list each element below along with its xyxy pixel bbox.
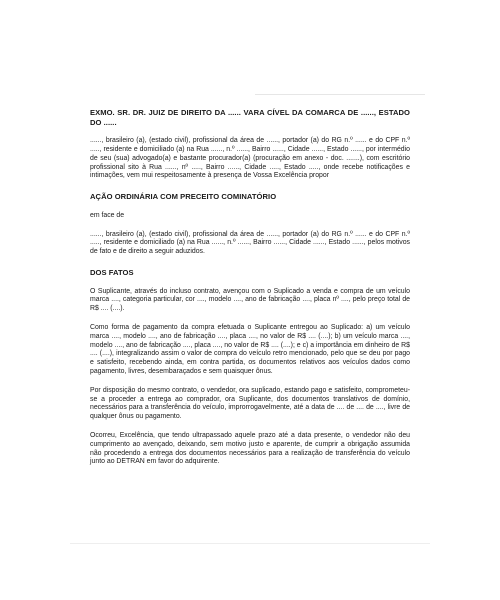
defendant-qualification: ......, brasileiro (a), (estado civil), profissional da área de ......, portador (a) do RG n.º ...... e do CPF n.º ....., residente e domiciliado (a) na Rua ......, n.º ......, Bairro ......, Cidade ......, Estado ......, pelos motivos de fato e de direito a seguir aduzidos. (90, 230, 410, 256)
facts-heading: DOS FATOS (90, 267, 134, 277)
facts-paragraph-4: Ocorreu, Excelência, que tendo ultrapassado aquele prazo até a data presente, o vendedor não deu cumprimento ao avençado, deixando, sem motivo justo e aparente, de cumprir a obrigação assumida não procedendo a entrega dos documentos necessários para a realização de transferência do veículo junto ao DETRAN em favor do adquirente. (90, 431, 410, 466)
action-title: AÇÃO ORDINÁRIA COM PRECEITO COMINATÓRIO (90, 192, 277, 202)
plaintiff-qualification: ......, brasileiro (a), (estado civil), profissional da área de ......, portador (a) do RG n.º ...... e do CPF n.º ....., residente e domiciliado (a) na Rua ......, n.º ......, Bairro ......, Cidade ......, Estado ......, por intermédio de seu (sua) advogado(a) e bastante procurador(a) (procuração em anexo - doc. .......), com escritório profissional sito à Rua ......, nº ....., Bairro ......, Cidade ....., Estado ....., onde recebe notificações e intimações, vem mui respeitosamente à presença de Vossa Excelência propor (90, 137, 410, 180)
facts-paragraph-3: Por disposição do mesmo contrato, o vendedor, ora suplicado, estando pago e satisfeito, comprometeu-se a proceder a entrega ao comprador, ora Suplicante, dos documentos translativos de domínio, necessários para a transferência do veículo, improrrogavelmente, até a data de .... de .... de ...., livre de qualquer ônus ou pagamento. (90, 386, 410, 421)
addressee-heading: EXMO. SR. DR. JUIZ DE DIREITO DA ...... VARA CÍVEL DA COMARCA DE ......, ESTADO DO ...... (90, 108, 410, 127)
facts-paragraph-1: O Suplicante, através do incluso contrato, avençou com o Suplicado a venda e compra de um veículo marca ...., categoria particular, cor ...., modelo ...., ano de fabricação ...., placa nº ...., pelo preço total de R$ .... (....). (90, 287, 410, 313)
facts-paragraph-2: Como forma de pagamento da compra efetuada o Suplicante entregou ao Suplicado: a) um veículo marca ...., modelo ...., ano de fabricação ...., placa ...., no valor de R$ .... (....); b) um veículo marca ...., modelo ...., ano de fabricação ...., placa ...., no valor de R$ .... (....); e c) a importância em dinheiro de R$ .... (....), integralizando assim o valor de compra do veículo retro mencionado, pelo que se deu por pago e satisfeito, recebendo ainda, em contra partida, os documentos relativos aos veículos dados como pagamento, livres, desembaraçados e sem quaisquer ônus. (90, 323, 410, 375)
face-de-text: em face de (90, 211, 125, 219)
document-body (90, 108, 410, 467)
top-divider (255, 94, 425, 95)
bottom-divider (70, 543, 430, 544)
